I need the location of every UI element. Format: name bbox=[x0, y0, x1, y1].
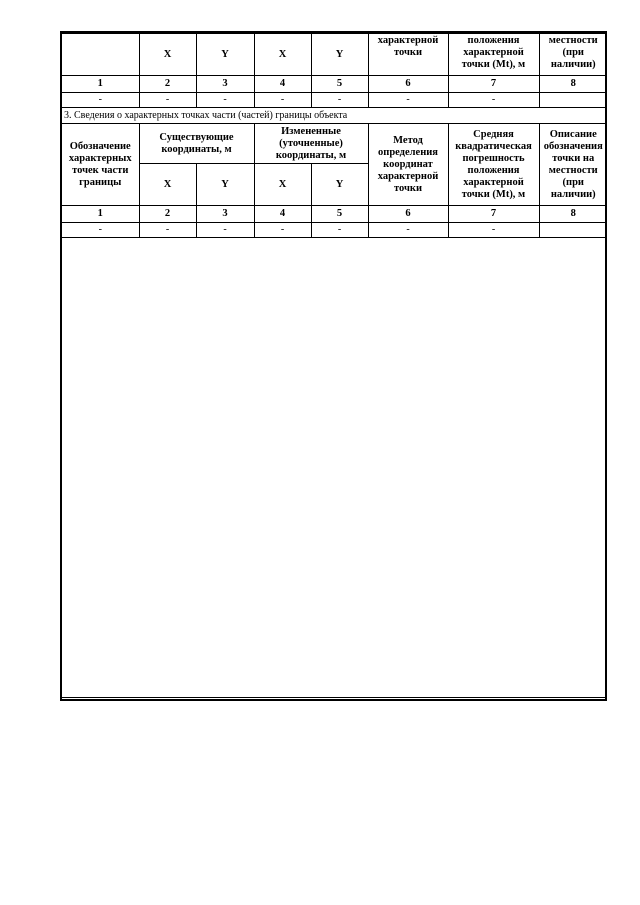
table2-num-4: 4 bbox=[254, 206, 311, 223]
table2-x2-header: X bbox=[254, 164, 311, 206]
table2-col8-header: Описание обозначения точки на местности (при наличии) bbox=[539, 124, 607, 206]
table1-data-row bbox=[62, 93, 607, 108]
table1-col7-header: положения характерной точки (Mt), м bbox=[448, 34, 539, 76]
table2-col1-header: Обозначение характерных точек части границы bbox=[62, 124, 139, 206]
table1-cell: - bbox=[196, 93, 254, 108]
table1-num-3: 3 bbox=[196, 76, 254, 93]
table2-data-row bbox=[62, 223, 607, 238]
table2-num-1: 1 bbox=[62, 206, 139, 223]
table2-cell: - bbox=[139, 223, 196, 238]
table2-num-6: 6 bbox=[368, 206, 448, 223]
table1-header-row bbox=[62, 34, 607, 76]
table1-y2-header: Y bbox=[311, 34, 368, 76]
section3-row bbox=[62, 108, 607, 124]
table1-col6-header: характерной точки bbox=[368, 34, 448, 76]
table1-num-5: 5 bbox=[311, 76, 368, 93]
table2-num-2: 2 bbox=[139, 206, 196, 223]
table1-cell: - bbox=[311, 93, 368, 108]
table2-y-header: Y bbox=[196, 164, 254, 206]
table1-num-7: 7 bbox=[448, 76, 539, 93]
table2-cell: - bbox=[196, 223, 254, 238]
table2-num-8: 8 bbox=[539, 206, 607, 223]
table2-num-5: 5 bbox=[311, 206, 368, 223]
table2-cell: - bbox=[311, 223, 368, 238]
table1-cell: - bbox=[139, 93, 196, 108]
table2-num-7: 7 bbox=[448, 206, 539, 223]
table1-number-row bbox=[62, 76, 607, 93]
table2-existing-header: Существующие координаты, м bbox=[139, 124, 254, 164]
table1-cell: - bbox=[448, 93, 539, 108]
table1-num-8: 8 bbox=[539, 76, 607, 93]
table1-cell: - bbox=[254, 93, 311, 108]
table1-x2-header: X bbox=[254, 34, 311, 76]
table1-cell bbox=[539, 93, 607, 108]
table1-cell: - bbox=[368, 93, 448, 108]
table1-col1-header bbox=[62, 34, 139, 76]
table2-cell: - bbox=[254, 223, 311, 238]
table2-x-header: X bbox=[139, 164, 196, 206]
table2-changed-header: Измененные (уточненные) координаты, м bbox=[254, 124, 368, 164]
table2-cell bbox=[539, 223, 607, 238]
table1-num-1: 1 bbox=[62, 76, 139, 93]
table2-cell: - bbox=[368, 223, 448, 238]
table2-col7-header: Средняя квадратическая погрешность положения характерной точки (Mt), м bbox=[448, 124, 539, 206]
table1-y-header: Y bbox=[196, 34, 254, 76]
table2-col6-header: Метод определения координат характерной точки bbox=[368, 124, 448, 206]
table2-y2-header: Y bbox=[311, 164, 368, 206]
section3-title: 3. Сведения о характерных точках части (частей) границы объекта bbox=[62, 108, 607, 124]
table1-col8-header: местности (при наличии) bbox=[539, 34, 607, 76]
table1-num-4: 4 bbox=[254, 76, 311, 93]
table1-x-header: X bbox=[139, 34, 196, 76]
table2-cell: - bbox=[62, 223, 139, 238]
table1-num-6: 6 bbox=[368, 76, 448, 93]
table1-num-2: 2 bbox=[139, 76, 196, 93]
table2-number-row bbox=[62, 206, 607, 223]
table2-header-row-1 bbox=[62, 124, 607, 164]
table2-num-3: 3 bbox=[196, 206, 254, 223]
table2-cell: - bbox=[448, 223, 539, 238]
document-frame bbox=[60, 31, 607, 701]
table1-cell: - bbox=[62, 93, 139, 108]
coordinates-table bbox=[62, 33, 607, 238]
